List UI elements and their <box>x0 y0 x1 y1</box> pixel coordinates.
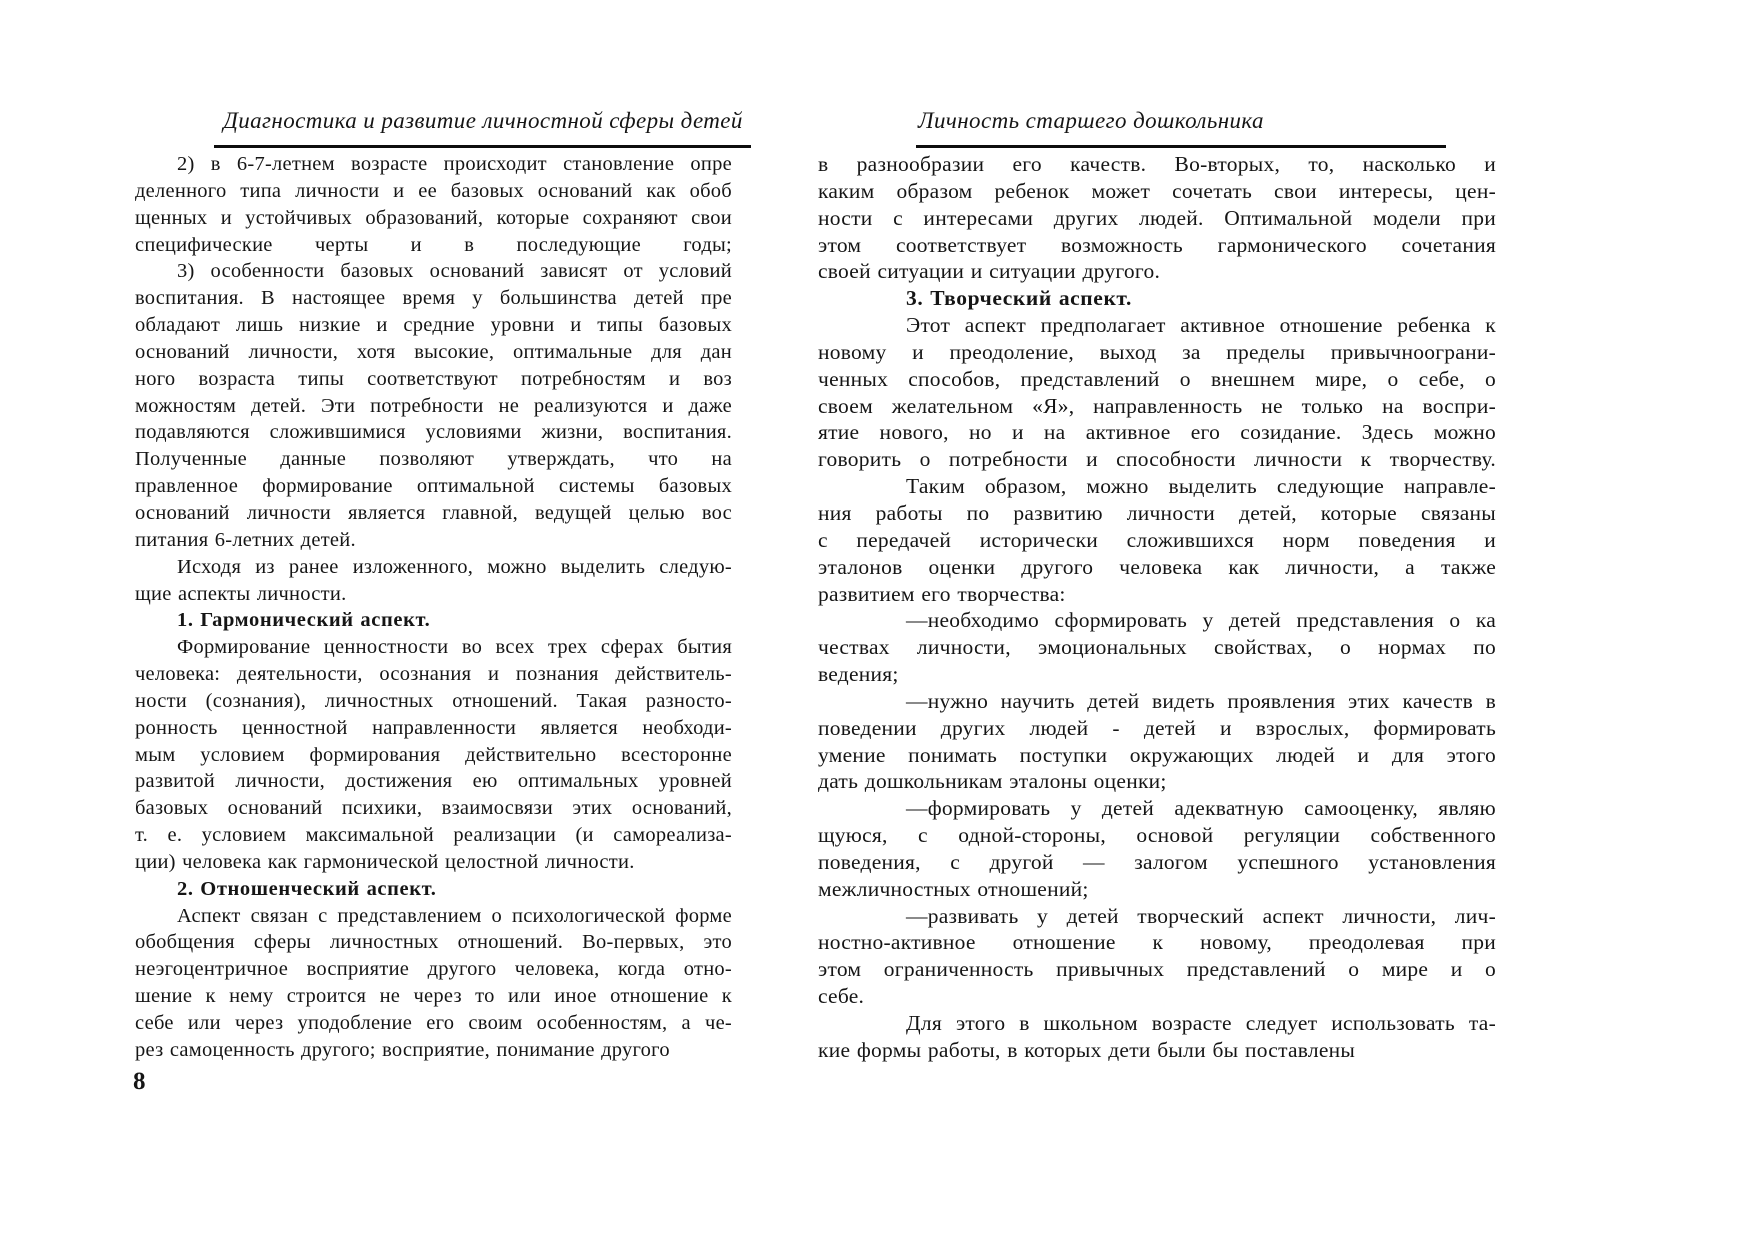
text-line: деленного типа личности и ее базовых оснований как обоб <box>135 179 732 202</box>
text-line: ностно-активное отношение к новому, преодолевая при <box>818 930 1496 955</box>
paragraph <box>818 607 1496 688</box>
text-line: межличностных отношений; <box>818 876 1089 901</box>
text-line: чествах личности, эмоциональных свойствах, о нормах по <box>818 635 1496 660</box>
text-line: развитой личности, достижения ею оптимальных уровней <box>135 770 732 793</box>
text-line: 3. Творческий аспект. <box>906 286 1132 311</box>
right-page-body <box>818 151 1496 1064</box>
text-line: этом соответствует возможность гармонического сочетания <box>818 232 1496 257</box>
text-line: эталонов оценки другого человека как личности, а также <box>818 554 1496 579</box>
right-running-head: Личность старшего дошкольника <box>918 108 1264 133</box>
text-line: дать дошкольникам эталоны оценки; <box>818 769 1167 794</box>
text-line: в разнообразии его качеств. Во-вторых, то, насколько и <box>818 152 1496 176</box>
right-header-rule <box>916 145 1446 148</box>
text-line: оснований личности является главной, ведущей целью вос <box>135 501 732 524</box>
text-line: обобщения сферы личностных отношений. Во-первых, это <box>135 931 732 954</box>
text-line: т. е. условием максимальной реализации (и самореализа- <box>135 824 732 847</box>
text-line: 3) особенности базовых оснований зависят от условий <box>177 260 732 283</box>
text-line: рез самоценность другого; восприятие, понимание другого <box>135 1038 670 1061</box>
text-line: ятие нового, но и на активное его созидание. Здесь можно <box>818 420 1496 445</box>
text-line: новому и преодоление, выход за пределы привычноограни- <box>818 339 1496 364</box>
text-line: Формирование ценностности во всех трех сферах бытия <box>177 636 732 659</box>
text-line: Аспект связан с представлением о психологической форме <box>177 904 732 927</box>
section-heading <box>818 285 1496 312</box>
text-line: —развивать у детей творческий аспект личности, лич- <box>906 903 1496 928</box>
text-line: правленное формирование оптимальной системы базовых <box>135 475 732 498</box>
text-line: шение к нему строится не через то или иное отношение к <box>135 985 732 1008</box>
section-heading <box>135 607 732 634</box>
text-line: развитием его творчества: <box>818 581 1066 606</box>
text-line: ного возраста типы соответствуют потребностям и воз <box>135 367 732 390</box>
paragraph <box>818 1010 1496 1064</box>
paragraph <box>135 903 732 1064</box>
text-line: поведении других людей - детей и взрослых, формировать <box>818 715 1496 740</box>
text-line: мым условием формирования действительно всесторонне <box>135 743 732 766</box>
text-line: себе или через уподобление его своим особенностям, а че- <box>135 1012 732 1034</box>
paragraph <box>818 795 1496 902</box>
text-line: воспитания. В настоящее время у большинства детей пре <box>135 287 732 310</box>
text-line: неэгоцентричное восприятие другого человека, когда отно- <box>135 958 732 981</box>
text-line: ности (сознания), личностных отношений. Такая разносто- <box>135 689 732 712</box>
text-line: человека: деятельности, осознания и познания действитель- <box>135 663 732 686</box>
paragraph <box>818 151 1496 285</box>
paragraph <box>135 258 732 553</box>
text-line: Полученные данные позволяют утверждать, что на <box>135 448 732 471</box>
text-line: говорить о потребности и способности личности к творчеству. <box>818 447 1496 472</box>
text-line: подавляются сложившимися условиями жизни, воспитания. <box>135 421 732 444</box>
text-line: ченных способов, представлений о внешнем мире, о себе, о <box>818 366 1496 391</box>
text-line: щие аспекты личности. <box>135 582 347 605</box>
paragraph <box>818 312 1496 473</box>
text-line: Исходя из ранее изложенного, можно выделить следую- <box>177 555 732 578</box>
page-number: 8 <box>133 1068 146 1095</box>
text-line: 1. Гармонический аспект. <box>177 609 431 632</box>
text-line: ронность ценностной направленности является необходи- <box>135 716 732 739</box>
paragraph <box>818 473 1496 607</box>
left-header-rule <box>214 145 751 148</box>
text-line: ния работы по развитию личности детей, которые связаны <box>818 500 1496 525</box>
text-line: можностям детей. Эти потребности не реализуются и даже <box>135 394 732 417</box>
text-line: каким образом ребенок может сочетать свои интересы, цен- <box>818 178 1496 203</box>
paragraph <box>818 688 1496 795</box>
text-line: щуюся, с одной-стороны, основой регуляции собственного <box>818 823 1496 848</box>
paragraph <box>135 151 732 258</box>
paragraph <box>135 634 732 876</box>
text-line: кие формы работы, в которых дети были бы поставлены <box>818 1037 1356 1062</box>
text-line: Этот аспект предполагает активное отношение ребенка к <box>906 313 1496 338</box>
section-heading <box>135 876 732 903</box>
text-line: питания 6-летних детей. <box>135 528 356 551</box>
text-line: щенных и устойчивых образований, которые сохраняют свои <box>135 206 732 229</box>
text-line: поведения, с другой — залогом успешного установления <box>818 849 1496 874</box>
paragraph <box>135 554 732 608</box>
text-line: ности с интересами других людей. Оптимальной модели при <box>818 205 1496 230</box>
text-line: 2) в 6-7-летнем возрасте происходит становление опре <box>177 153 732 175</box>
text-line: своей ситуации и ситуации другого. <box>818 259 1161 284</box>
text-line: —формировать у детей адекватную самооценку, являю <box>906 796 1496 821</box>
left-page-body <box>135 151 732 1064</box>
text-line: —необходимо сформировать у детей представления о ка <box>906 608 1496 633</box>
text-line: с передачей исторически сложившихся норм поведения и <box>818 527 1496 552</box>
paragraph <box>818 903 1496 1010</box>
text-line: Таким образом, можно выделить следующие направле- <box>906 474 1496 499</box>
text-line: —нужно научить детей видеть проявления этих качеств в <box>906 688 1496 713</box>
text-line: оснований личности, хотя высокие, оптимальные для дан <box>135 340 732 363</box>
text-line: 2. Отношенческий аспект. <box>177 877 437 900</box>
text-line: обладают лишь низкие и средние уровни и типы базовых <box>135 314 732 337</box>
text-line: Для этого в школьном возрасте следует использовать та- <box>906 1011 1496 1035</box>
text-line: этом ограниченность привычных представлений о мире и о <box>818 957 1496 982</box>
text-line: ведения; <box>818 662 899 687</box>
text-line: специфические черты и в последующие годы; <box>135 233 732 256</box>
text-line: себе. <box>818 984 865 1009</box>
left-running-head: Диагностика и развитие личностной сферы детей <box>223 108 743 133</box>
text-line: базовых оснований психики, взаимосвязи этих оснований, <box>135 797 732 820</box>
text-line: своем желательном «Я», направленность не только на воспри- <box>818 393 1496 418</box>
text-line: ции) человека как гармонической целостной личности. <box>135 850 635 873</box>
text-line: умение понимать поступки окружающих людей и для этого <box>818 742 1496 767</box>
